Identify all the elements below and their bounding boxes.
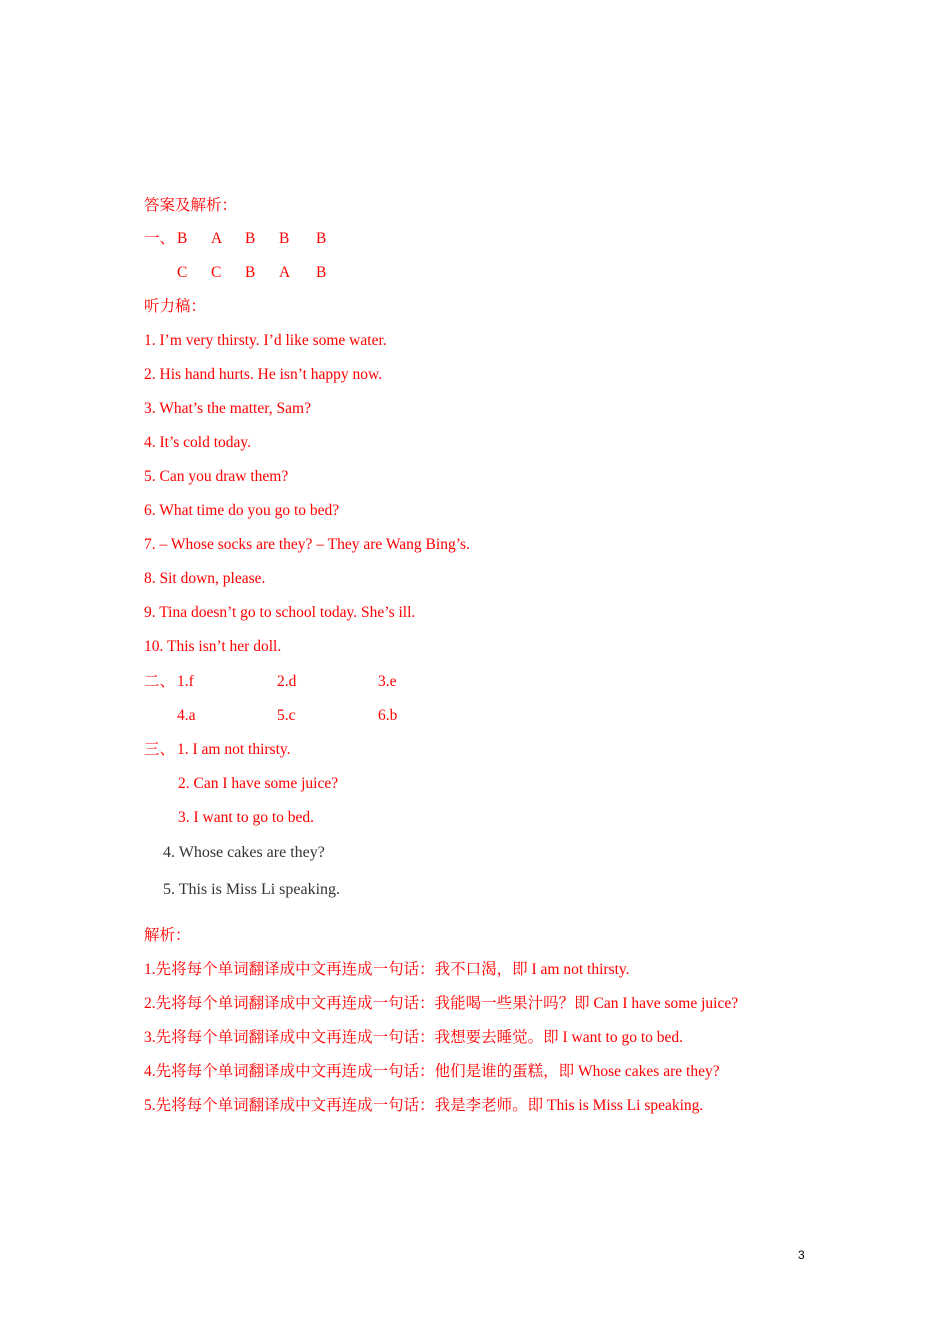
section2-answer: 4.a — [177, 707, 196, 724]
script-line: 2. His hand hurts. He isn’t happy now. — [144, 366, 383, 383]
section2-answer: 5.c — [277, 707, 296, 724]
section2-prefix: 二、 — [144, 673, 176, 690]
script-line: 1. I’m very thirsty. I’d like some water. — [144, 332, 387, 349]
analysis-line: 2.先将每个单词翻译成中文再连成一句话：我能喝一些果汁吗？即 Can I have some juice? — [144, 995, 739, 1012]
section2-answer: 1.f — [177, 673, 194, 690]
section1-answer: A — [211, 230, 223, 247]
section1-answer: B — [245, 264, 256, 281]
script-line: 4. It’s cold today. — [144, 434, 252, 451]
section1-answer: B — [316, 264, 327, 281]
section1-answer: A — [279, 264, 291, 281]
section3-answer: 3. I want to go to bed. — [178, 809, 315, 826]
script-line: 10. This isn’t her doll. — [144, 638, 282, 655]
script-line: 3. What’s the matter, Sam? — [144, 400, 311, 417]
section1-answer: B — [245, 230, 256, 247]
section2-answer: 6.b — [378, 707, 398, 724]
section3-answer: 1. I am not thirsty. — [177, 741, 291, 758]
section2-answer: 2.d — [277, 673, 297, 690]
section2-answer: 3.e — [378, 673, 397, 690]
page-number: 3 — [798, 1248, 805, 1262]
analysis-heading: 解析： — [144, 927, 191, 944]
section1-answer: B — [177, 230, 188, 247]
answers-heading: 答案及解析： — [144, 197, 238, 214]
analysis-line: 3.先将每个单词翻译成中文再连成一句话：我想要去睡觉。即 I want to go to bed. — [144, 1029, 684, 1046]
section1-answer: C — [211, 264, 222, 281]
script-heading: 听力稿： — [144, 298, 207, 315]
section3-prefix: 三、 — [144, 741, 176, 758]
script-line: 8. Sit down, please. — [144, 570, 266, 587]
section1-answer: B — [316, 230, 327, 247]
script-line: 5. Can you draw them? — [144, 468, 289, 485]
script-line: 9. Tina doesn’t go to school today. She’s ill. — [144, 604, 416, 621]
script-line: 6. What time do you go to bed? — [144, 502, 340, 519]
script-line: 7. – Whose socks are they? – They are Wang Bing’s. — [144, 536, 470, 553]
analysis-line: 5.先将每个单词翻译成中文再连成一句话：我是李老师。即 This is Miss Li speaking. — [144, 1097, 704, 1114]
section1-prefix: 一、 — [144, 230, 176, 247]
section3-answer: 2. Can I have some juice? — [178, 775, 339, 792]
section3-answer: 4. Whose cakes are they? — [163, 844, 325, 861]
section1-answer: C — [177, 264, 188, 281]
section3-answer: 5. This is Miss Li speaking. — [163, 881, 341, 898]
section1-answer: B — [279, 230, 290, 247]
analysis-line: 1.先将每个单词翻译成中文再连成一句话：我不口渴，即 I am not thirsty. — [144, 961, 630, 978]
analysis-line: 4.先将每个单词翻译成中文再连成一句话：他们是谁的蛋糕，即 Whose cakes are they? — [144, 1063, 720, 1080]
